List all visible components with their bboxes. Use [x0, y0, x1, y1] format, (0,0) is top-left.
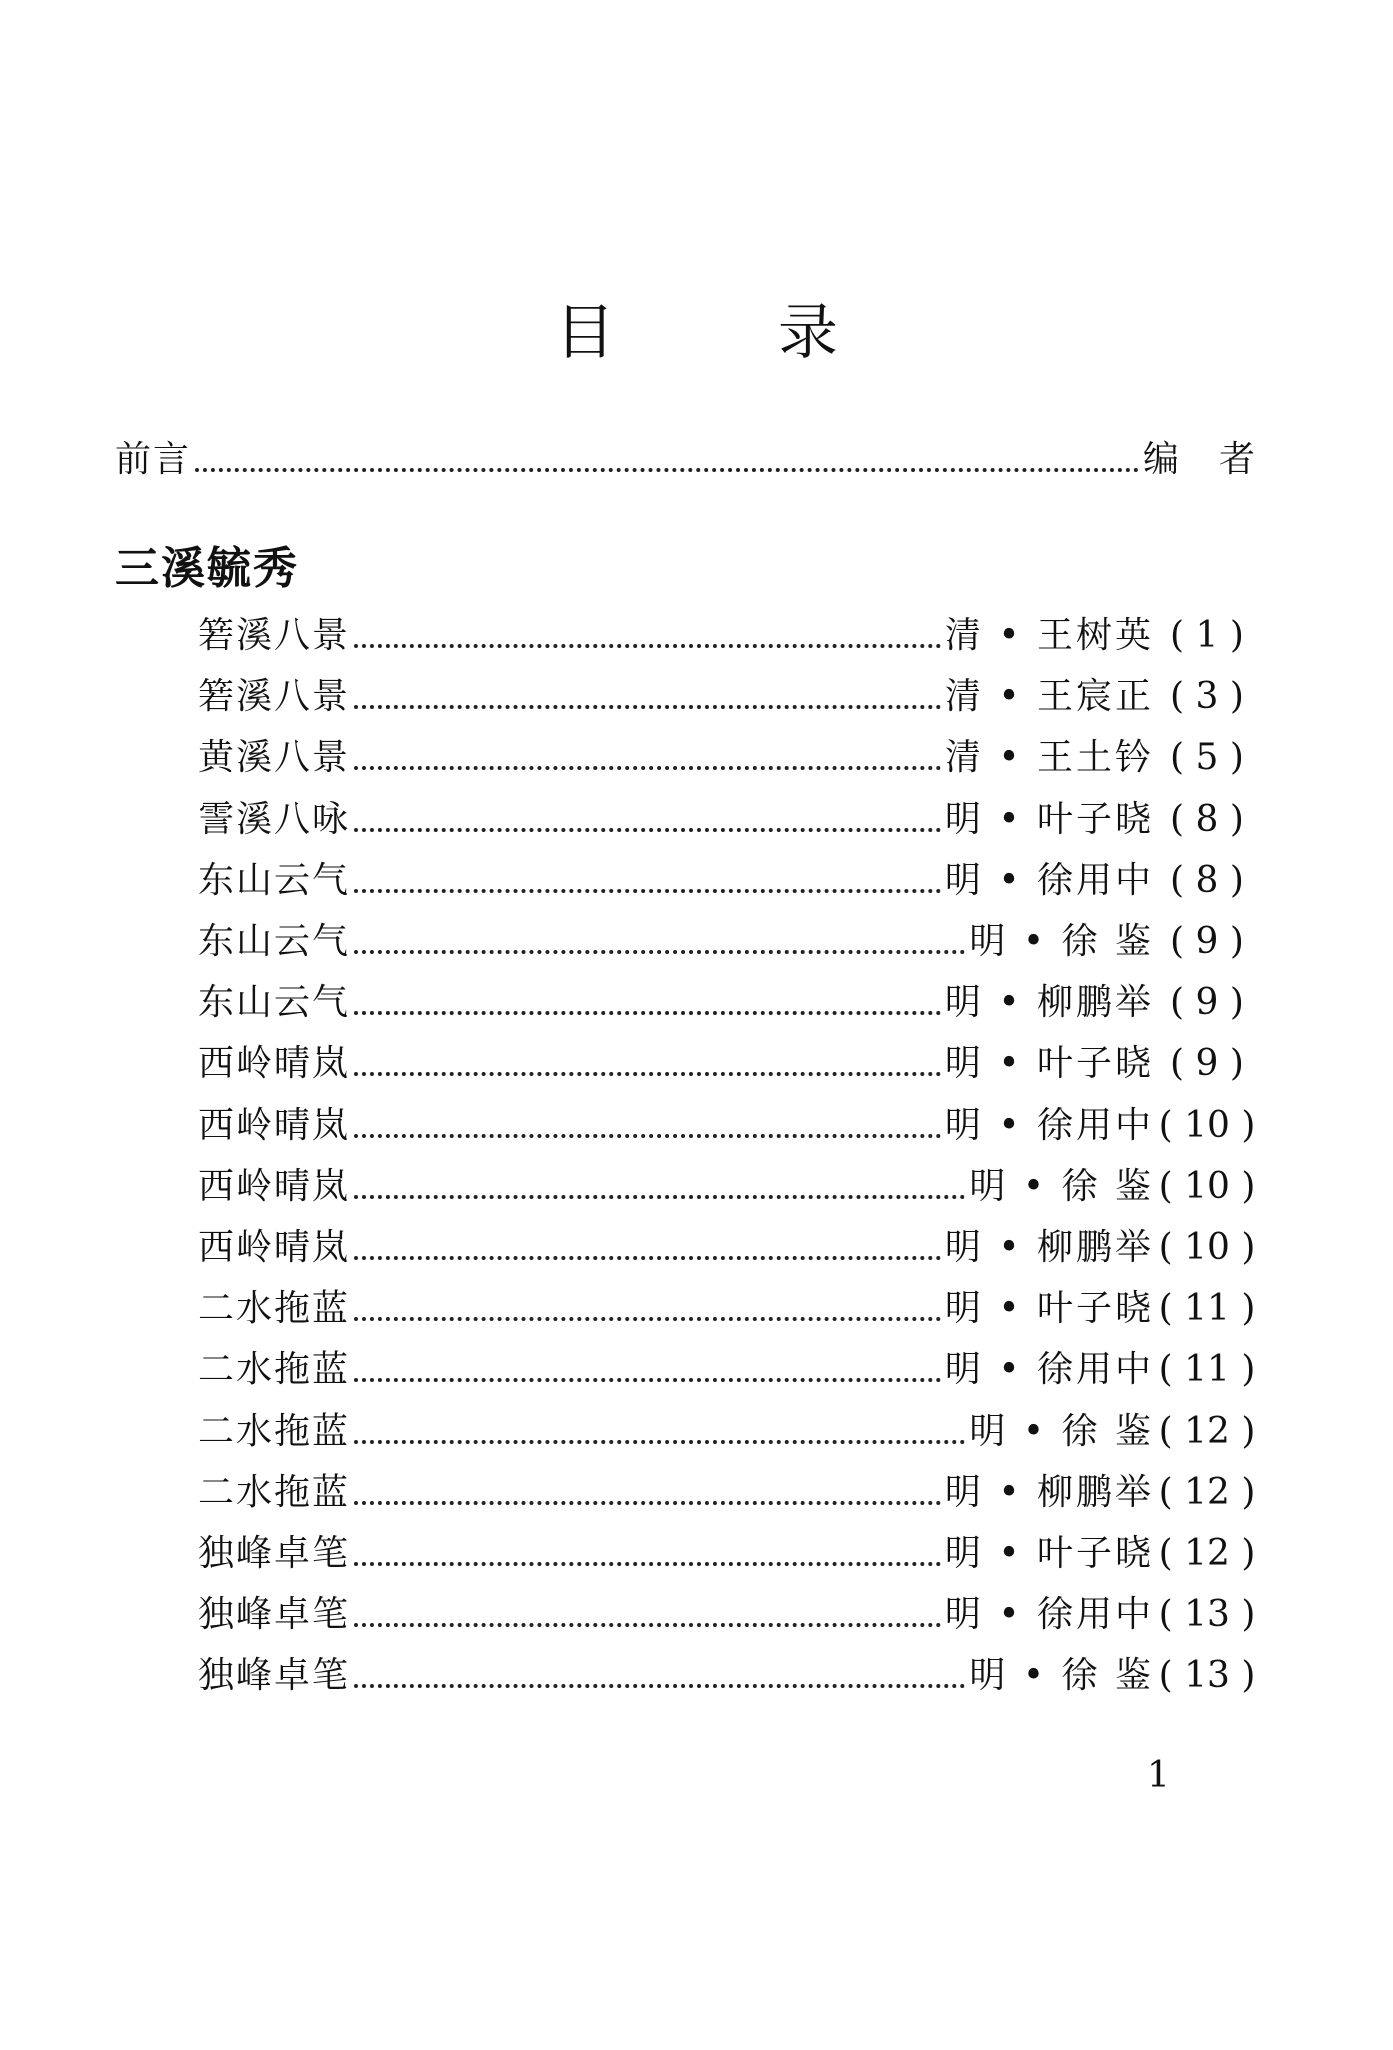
entry-page-number: ( 10 ) [1158, 1104, 1256, 1146]
dot-leader [354, 1134, 941, 1138]
entry-author: 明 • 叶子晓 [944, 1288, 1154, 1330]
preface-title: 前言 [115, 439, 192, 480]
toc-entry[interactable] [198, 1408, 1260, 1456]
dot-leader [354, 1317, 941, 1321]
toc-entry[interactable] [198, 734, 1260, 782]
entry-author: 明 • 柳鹏举 [944, 982, 1154, 1024]
entry-page-number: ( 9 ) [1170, 921, 1244, 962]
entry-title: 二水拖蓝 [198, 1410, 351, 1452]
toc-entry[interactable] [198, 979, 1260, 1027]
dot-leader [354, 1684, 965, 1688]
entry-title: 独峰卓笔 [198, 1533, 351, 1574]
dot-leader [354, 1378, 941, 1382]
dot-leader [354, 1623, 941, 1627]
dot-leader [354, 1072, 941, 1076]
entry-author: 明 • 叶子晓 [944, 798, 1154, 840]
entry-title: 独峰卓笔 [198, 1655, 351, 1697]
entry-author: 明 • 徐 鉴 [969, 921, 1154, 962]
entry-title: 黄溪八景 [198, 737, 351, 779]
toc-entry[interactable] [198, 673, 1260, 721]
toc-entry[interactable] [198, 1040, 1260, 1088]
entry-page-number: ( 10 ) [1158, 1165, 1256, 1207]
entry-title: 霅溪八咏 [198, 798, 351, 840]
entry-title: 箬溪八景 [198, 676, 351, 718]
entry-page-number: ( 13 ) [1158, 1594, 1256, 1636]
entry-page-number: ( 11 ) [1158, 1288, 1256, 1330]
toc-entry[interactable] [198, 1591, 1260, 1639]
dot-leader [354, 889, 941, 893]
toc-preface-line[interactable] [115, 436, 1295, 484]
entry-author: 明 • 徐用中 [944, 859, 1154, 901]
dot-leader [354, 1195, 965, 1199]
entry-page-number: ( 9 ) [1170, 1043, 1244, 1085]
entry-page-number: ( 12 ) [1158, 1533, 1256, 1574]
entry-author: 明 • 徐 鉴 [969, 1410, 1154, 1452]
dot-leader [354, 705, 941, 709]
entry-page-number: ( 9 ) [1170, 982, 1244, 1024]
entry-page-number: ( 10 ) [1158, 1227, 1256, 1268]
entry-page-number: ( 8 ) [1170, 859, 1244, 901]
entry-page-number: ( 3 ) [1170, 676, 1244, 718]
entry-author: 清 • 王宸正 [944, 676, 1154, 718]
entry-author: 明 • 柳鹏举 [944, 1471, 1154, 1513]
entry-title: 二水拖蓝 [198, 1349, 351, 1391]
toc-entry[interactable] [198, 857, 1260, 905]
entry-title: 箬溪八景 [198, 615, 351, 656]
toc-entry[interactable] [198, 1285, 1260, 1333]
dot-leader [354, 950, 965, 954]
entry-title: 二水拖蓝 [198, 1471, 351, 1513]
entry-author: 清 • 王土钤 [944, 737, 1154, 779]
entry-title: 东山云气 [198, 921, 351, 962]
entry-title: 二水拖蓝 [198, 1288, 351, 1330]
toc-entry[interactable] [198, 1224, 1260, 1272]
section-heading: 三溪毓秀 [115, 543, 299, 594]
dot-leader [354, 1011, 941, 1015]
entry-page-number: ( 1 ) [1170, 615, 1244, 656]
entry-title: 西岭晴岚 [198, 1227, 351, 1268]
page-title: 目 录 [554, 298, 911, 368]
toc-entry[interactable] [198, 1469, 1260, 1517]
entry-author: 明 • 徐用中 [944, 1104, 1154, 1146]
dot-leader [354, 1501, 941, 1505]
entry-author: 明 • 柳鹏举 [944, 1227, 1154, 1268]
dot-leader [354, 1562, 941, 1566]
dot-leader [354, 1256, 941, 1260]
dot-leader [354, 828, 941, 832]
toc-entry[interactable] [198, 1652, 1260, 1700]
entry-author: 明 • 徐用中 [944, 1594, 1154, 1636]
entry-page-number: ( 12 ) [1158, 1471, 1256, 1513]
entry-author: 清 • 王树英 [944, 615, 1154, 656]
dot-leader [354, 766, 941, 770]
entry-page-number: ( 12 ) [1158, 1410, 1256, 1452]
entry-title: 东山云气 [198, 982, 351, 1024]
dot-leader [354, 1440, 965, 1444]
toc-entry[interactable] [198, 1530, 1260, 1578]
toc-entry[interactable] [198, 796, 1260, 844]
toc-entry[interactable] [198, 1163, 1260, 1211]
preface-author: 编者 [1142, 439, 1295, 480]
entry-page-number: ( 5 ) [1170, 737, 1244, 779]
toc-entry[interactable] [198, 918, 1260, 966]
page-number: 1 [1147, 1755, 1170, 1796]
entry-author: 明 • 徐 鉴 [969, 1655, 1154, 1697]
dot-leader [195, 468, 1139, 472]
entry-author: 明 • 叶子晓 [944, 1533, 1154, 1574]
entry-author: 明 • 徐 鉴 [969, 1165, 1154, 1207]
entry-page-number: ( 8 ) [1170, 798, 1244, 840]
entry-title: 西岭晴岚 [198, 1165, 351, 1207]
entry-title: 西岭晴岚 [198, 1104, 351, 1146]
toc-entry[interactable] [198, 1102, 1260, 1150]
entry-title: 独峰卓笔 [198, 1594, 351, 1636]
entry-page-number: ( 13 ) [1158, 1655, 1256, 1697]
entry-title: 西岭晴岚 [198, 1043, 351, 1085]
entry-title: 东山云气 [198, 859, 351, 901]
entry-author: 明 • 徐用中 [944, 1349, 1154, 1391]
dot-leader [354, 644, 941, 648]
toc-entry[interactable] [198, 1346, 1260, 1394]
entry-page-number: ( 11 ) [1158, 1349, 1256, 1391]
toc-entry[interactable] [198, 612, 1260, 660]
entry-author: 明 • 叶子晓 [944, 1043, 1154, 1085]
